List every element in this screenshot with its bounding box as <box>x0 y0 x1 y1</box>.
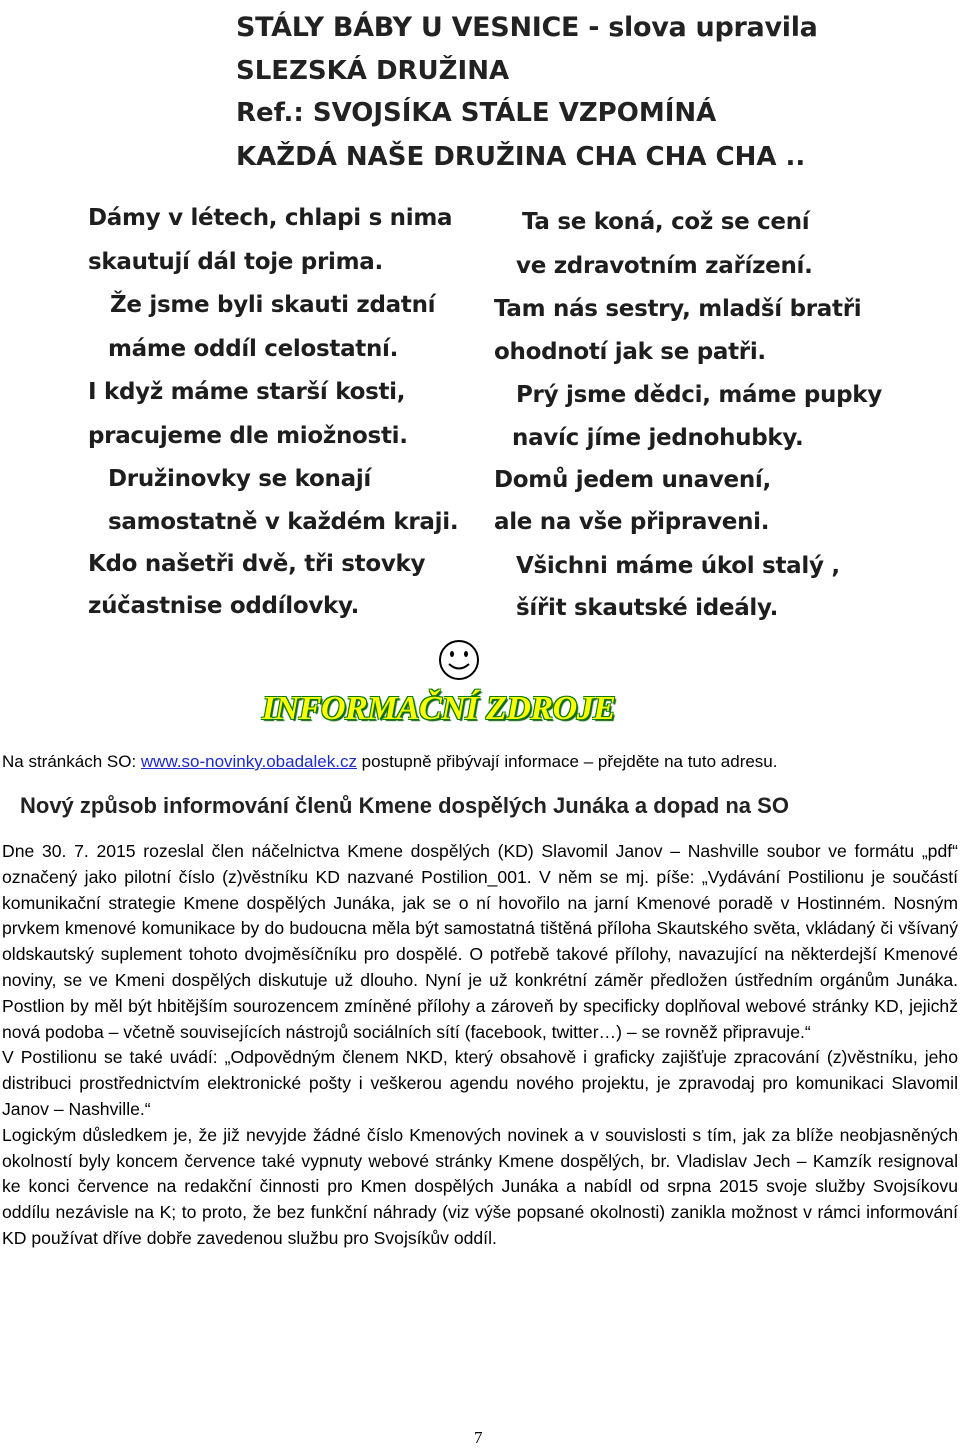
verse-line: ale na vše připraveni. <box>494 509 770 535</box>
website-notice-prefix: Na stránkách SO: <box>2 752 141 771</box>
article-paragraph: V Postilionu se také uvádí: „Odpovědným členem NKD, který obsahově i graficky zajišťuje zpracování (z)věstníku, jeho distribuci prostřednictvím elektronické pošty i veškerou agendu nového projektu, je zpravodaj pro komunikaci Slavomil Janov – Nashville.“ <box>2 1047 958 1119</box>
article-title: Nový způsob informování členů Kmene dospělých Junáka a dopad na SO <box>20 793 789 818</box>
verse-line: Družinovky se konají <box>108 466 371 492</box>
verse-line: Tam nás sestry, mladší bratři <box>494 296 862 322</box>
article-paragraph: Logickým důsledkem je, že již nevyjde žádné číslo Kmenových novinek a v souvislosti s tím, jak za blíže neobjasněných okolností byly koncem července také vypnuty webové stránky Kmene dospělých, br. Vladislav Jech – Kamzík resignoval ke konci července na redakční činnosti pro Kmen dospělých Junáka a nabídl od srpna 2015 svoje služby Svojsíkovu oddílu nezávisle na K; to proto, že bez funkční náhrady (viz výše popsané okolnosti) zanikla možnost v rámci informování KD používat dříve dobře zavedenou službu pro Svojsíkův oddíl. <box>2 1124 958 1248</box>
verse-line: Dámy v létech, chlapi s nima <box>88 205 453 231</box>
verse-line: ohodnotí jak se patři. <box>494 339 766 365</box>
song-refrain-line-1: Ref.: SVOJSÍKA STÁLE VZPOMÍNÁ <box>236 98 717 128</box>
verse-line: máme oddíl celostatní. <box>108 336 399 362</box>
website-notice-suffix: postupně přibývají informace – přejděte na tuto adresu. <box>356 752 778 771</box>
verse-line: skautují dál toje prima. <box>88 249 383 275</box>
song-author: SLEZSKÁ DRUŽINA <box>236 56 510 86</box>
verse-line: Ta se koná, což se cení <box>522 209 810 235</box>
website-link[interactable]: www.so-novinky.obadalek.cz <box>140 752 357 771</box>
website-notice <box>2 752 778 772</box>
song-refrain-line-2: KAŽDÁ NAŠE DRUŽINA CHA CHA CHA .. <box>236 142 806 172</box>
verse-line: ve zdravotním zařízení. <box>516 253 813 279</box>
page-number: 7 <box>474 1428 483 1447</box>
verse-line: I když máme starší kosti, <box>88 379 406 405</box>
verse-line: Prý jsme dědci, máme pupky <box>516 382 882 408</box>
verse-line: Domů jedem unavení, <box>494 467 771 493</box>
verse-line: zúčastnise oddílovky. <box>88 593 360 619</box>
verse-line: šířit skautské ideály. <box>516 595 779 621</box>
info-sources-heading: INFORMAČNÍ ZDROJE <box>262 690 616 727</box>
verse-line: Kdo našetři dvě, tři stovky <box>88 551 426 577</box>
verse-line: pracujeme dle miožnosti. <box>88 423 408 449</box>
verse-line: samostatně v každém kraji. <box>108 509 459 535</box>
song-title: STÁLY BÁBY U VESNICE - slova upravila <box>236 12 818 43</box>
verse-line: navíc jíme jednohubky. <box>512 425 804 451</box>
verse-line: Že jsme byli skauti zdatní <box>110 292 436 318</box>
verse-line: Všichni máme úkol stalý , <box>516 553 840 579</box>
smiley-face-icon <box>437 638 481 682</box>
article-paragraph: Dne 30. 7. 2015 rozeslal člen náčelnictva Kmene dospělých (KD) Slavomil Janov – Nashville soubor ve formátu „pdf“ označený jako pilotní číslo (z)věstníku KD nazvané Postilion_001. V něm se mj. píše: „Vydávání Postilionu je součástí komunikační strategie Kmene dospělých Junáka, jak se o ní hovořilo na jarní Kmenové poradě v Hostinném. Nosným prvkem kmenové komunikace by do budoucna měla být samostatná tištěná příloha Skautského světa, vkládaný či všívaný oldskautský suplement tohoto dvojměsíčníku pro dospělé. O potřebě takové přílohy, navazující na některdejší Kmenové noviny, se ve Kmeni dospělých diskutuje už dlouho. Nyní je už konkrétní záměr předložen ústředním orgánům Junáka. Postlion by měl být hbitějším sourozencem zmíněné přílohy a zároveň by specificky doplňoval webové stránky KD, jejichž nová podoba – včetně souvisejících nástrojů sociálních sítí (facebook, twitter…) – se rovněž připravuje.“ <box>2 841 958 1042</box>
article-body <box>2 839 958 1252</box>
